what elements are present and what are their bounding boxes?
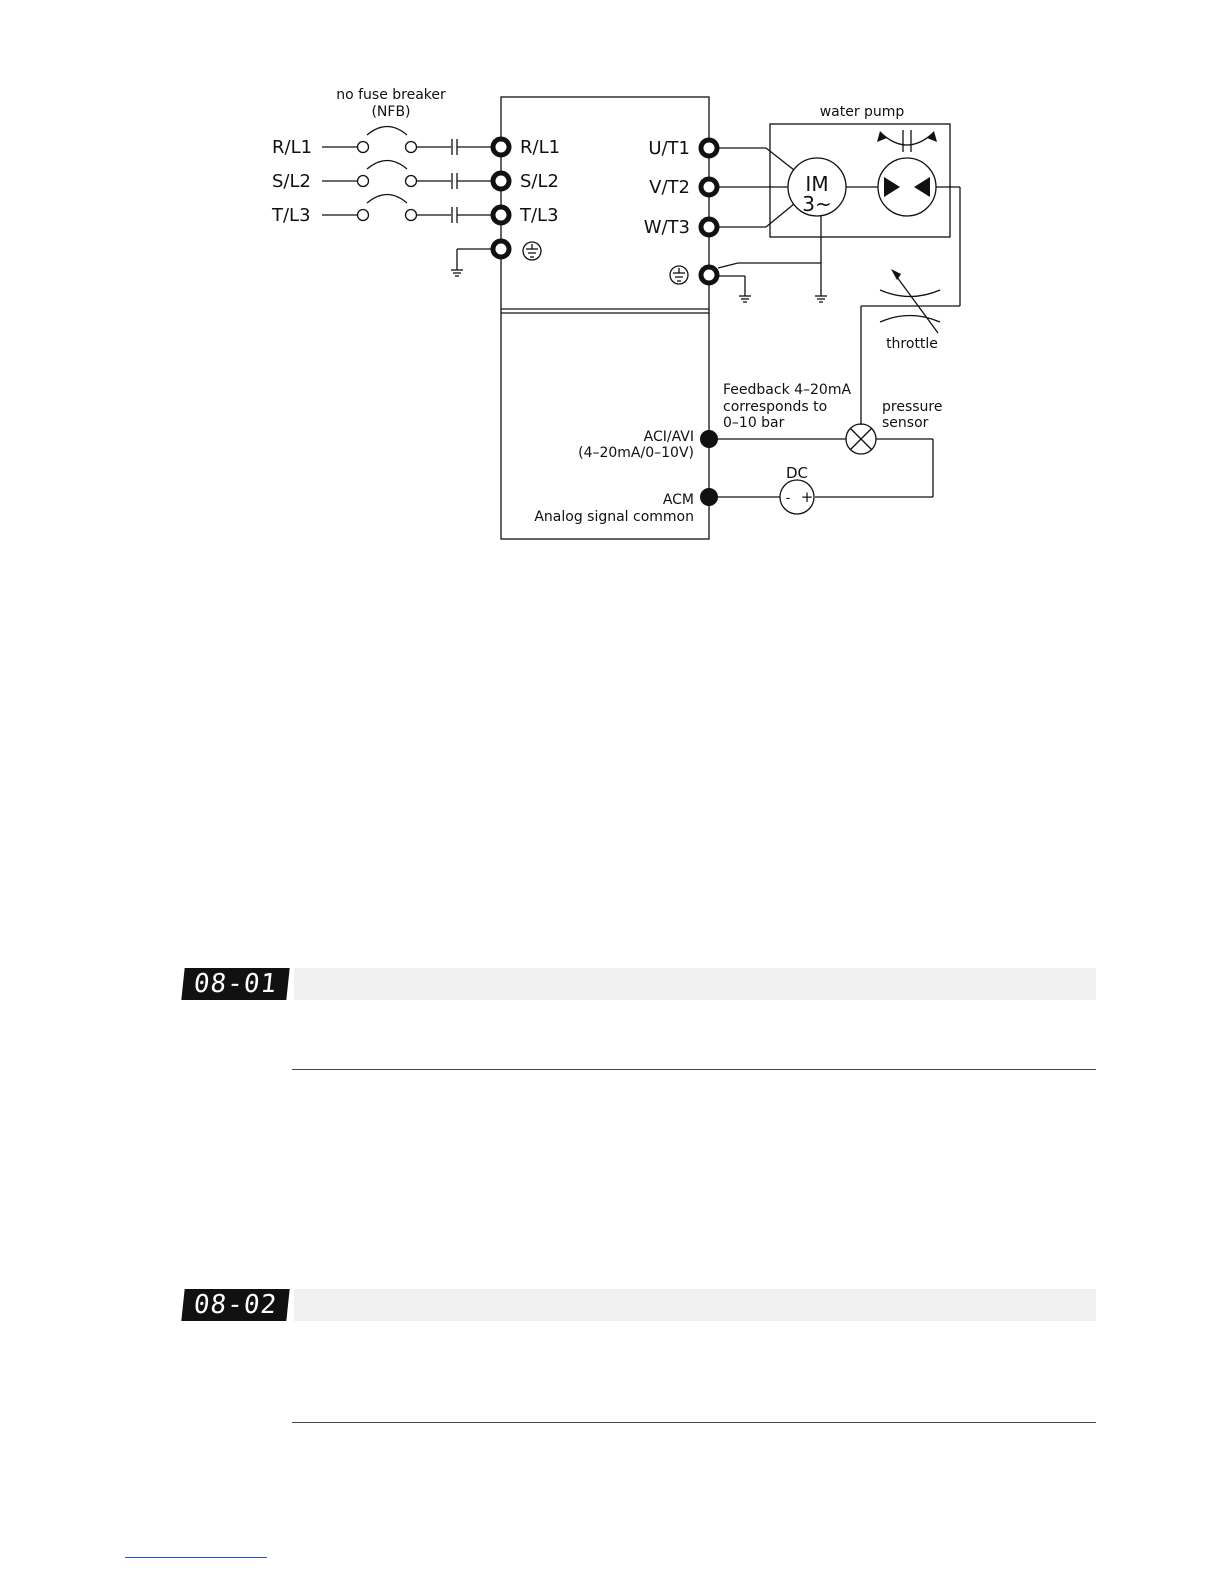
acm-label-1: ACM [662, 492, 694, 508]
terminal-acm [701, 489, 717, 505]
terminal-aci [701, 431, 717, 447]
param-header-bar-08-01 [294, 968, 1096, 1000]
terminal-label-r: R/L1 [520, 137, 561, 158]
throttle-label: throttle [886, 336, 938, 352]
breaker-label-2: (NFB) [371, 104, 411, 120]
input-line-s: S/L2 [272, 171, 311, 192]
sensor-label-2: sensor [882, 415, 929, 431]
terminal-label-w: W/T3 [643, 217, 690, 238]
terminal-t [493, 207, 509, 223]
feedback-note-1: Feedback 4–20mA [723, 382, 852, 398]
feedback-note-2: corresponds to [723, 399, 828, 415]
terminal-label-s: S/L2 [520, 171, 559, 192]
breaker-label-1: no fuse breaker [336, 87, 446, 103]
terminal-u [701, 140, 717, 156]
drive-box [501, 97, 709, 539]
terminal-label-v: V/T2 [649, 177, 690, 198]
param-header-bar-08-02 [294, 1289, 1096, 1321]
feedback-note-3: 0–10 bar [723, 415, 785, 431]
motor-label-2: 3~ [802, 192, 832, 216]
footer-link-underline[interactable] [125, 1557, 267, 1558]
param-code-08-01: 08-01 [181, 968, 289, 1000]
acm-label-2: Analog signal common [534, 509, 694, 525]
dc-label: DC [785, 464, 809, 482]
param-rule-08-01 [292, 1069, 1096, 1070]
terminal-input-ground [493, 241, 509, 257]
input-line-t: T/L3 [272, 205, 311, 226]
pump-label: water pump [819, 104, 905, 120]
param-rule-08-02 [292, 1422, 1096, 1423]
aci-label-1: ACI/AVI [643, 429, 694, 445]
motor-label-1: IM [805, 172, 829, 196]
dc-plus: + [800, 488, 814, 506]
wiring-diagram [0, 0, 1224, 560]
terminal-w [701, 219, 717, 235]
terminal-v [701, 179, 717, 195]
terminal-label-u: U/T1 [648, 138, 690, 159]
param-code-08-02: 08-02 [181, 1289, 289, 1321]
input-line-r: R/L1 [272, 137, 313, 158]
terminal-r [493, 139, 509, 155]
sensor-label-1: pressure [882, 399, 943, 415]
terminal-s [493, 173, 509, 189]
aci-label-2: (4–20mA/0–10V) [578, 445, 694, 461]
dc-minus: - [785, 491, 791, 506]
terminal-output-ground [701, 267, 717, 283]
terminal-label-t: T/L3 [520, 205, 559, 226]
